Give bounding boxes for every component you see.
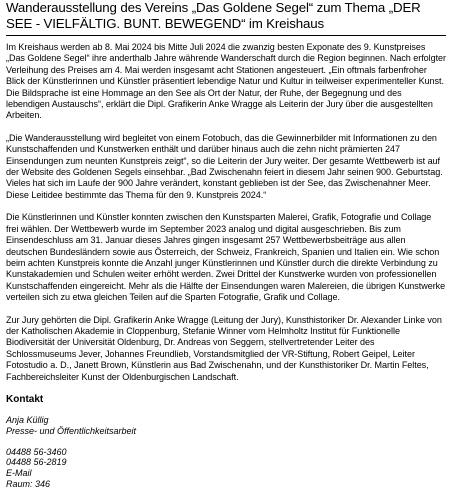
contact-email-link[interactable]: E-Mail	[6, 468, 32, 479]
contact-role: Presse- und Öffentlichkeitsarbeit	[6, 425, 137, 436]
paragraph-competition: Die Künstlerinnen und Künstler konnten zwischen den Kunstsparten Malerei, Grafik, Fotografie und Collage frei wählen. Der Wettbewerb wurde im September 2023 analog und digital ausgeschrieben. Bis zum Einsendeschluss am 31. Januar dieses Jahres gingen insgesamt 257 Wettbewerbsbeiträge aus allen deutschen Bundesländern sowie aus Österreich, der Schweiz, Frankreich, Spanien und Italien ein. Wie schon beim achten Kunstpreis konnte die Anzahl junger Künstlerinnen und Künstler durch die direkte Verbindung zu Kunstakademien und Schulen weiter erhöht werden. Zwei Drittel der Kunstwerke wurden von professionellen Kunstschaffenden eingereicht. Mehr als die Hälfte der Einsendungen waren Malereien, die übrigen Kunstwerke verteilen sich zu etwa gleichen Teilen auf die Sparten Fotografie, Grafik und Collage.	[6, 212, 446, 303]
press-release-page	[6, 0, 446, 490]
page-title: Wanderausstellung des Vereins „Das Goldene Segel“ zum Thema „DER SEE - VIELFÄLTIG. BUNT. BEWEGEND“ im Kreishaus	[6, 0, 421, 31]
contact-fax: 04488 56-2819	[6, 457, 67, 468]
paragraph-photobook: „Die Wanderausstellung wird begleitet von einem Fotobuch, das die Gewinnerbilder mit Informationen zu den Kunstschaffenden und Kunstwerken enthält und darüber hinaus auch die zehn nicht prämierten 247 Einsendungen zum neunten Kunstpreis zeigt“, so die Leiterin der Jury weiter. Der gesamte Wettbewerb ist auf der Website des Goldenen Segels einsehbar. „Bad Zwischenahn feiert in diesem Jahr seinen 900. Geburtstag. Vieles hat sich im Laufe der 900 Jahre verändert, konstant geblieben ist der See, das Zwischenahner Meer. Diese Leitidee bestimmte das Thema für den 9. Kunstpreis 2024.“	[6, 132, 443, 200]
paragraph-jury: Zur Jury gehörten die Dipl. Grafikerin Anke Wragge (Leitung der Jury), Kunsthistoriker Dr. Alexander Linke von der Katholischen Akademie in Cloppenburg, Stefanie Winner vom Helmholtz Institut für Funktionelle Biodiversität der Universität Oldenburg, Dr. Andreas von Seggern, stellvertretender Leiter des Schlossmuseums Jever, Johannes Freundlieb, Vorstandsmitglied der VR-Stiftung, Robert Geipel, Leiter Fotostudio a. D., Janett Brown, Künstlerin aus Bad Zwischenahn, und der Kunsthistoriker Dr. Martin Feltes, Fachbereichsleiter Kunst der Oldenburgischen Landschaft.	[6, 314, 442, 382]
title-divider	[6, 35, 446, 36]
contact-room: Raum: 346	[6, 478, 51, 489]
contact-phone: 04488 56-3460	[6, 446, 67, 457]
contact-name: Anja Küllig	[6, 414, 49, 425]
contact-section	[6, 394, 446, 490]
contact-heading: Kontakt	[6, 393, 44, 405]
contact-spacer	[6, 437, 446, 447]
paragraph-exhibition-intro: Im Kreishaus werden ab 8. Mai 2024 bis Mitte Juli 2024 die zwanzig besten Exponate des 9. Kunstpreises „Das Goldene Segel“ ihre anderthalb Jahre währende Wanderschaft durch die Region beginnen. Nach erfolgter Verleihung des Preises am 4. Mai werden insgesamt acht Stationen angesteuert. „Ein oftmals farbenfroher Blick der Künstlerinnen und Künstler präsentiert lebendige Natur und Kultur in teilweiser experimenteller Kunst. Die Bildsprache ist eine Hommage an den See als Ort der Natur, der Ruhe, der Begegnung und des lebendigen Austauschs“, erklärt die Dipl. Grafikerin Anke Wragge als Leiterin der Jury über die ausgestellten Arbeiten.	[6, 42, 446, 121]
